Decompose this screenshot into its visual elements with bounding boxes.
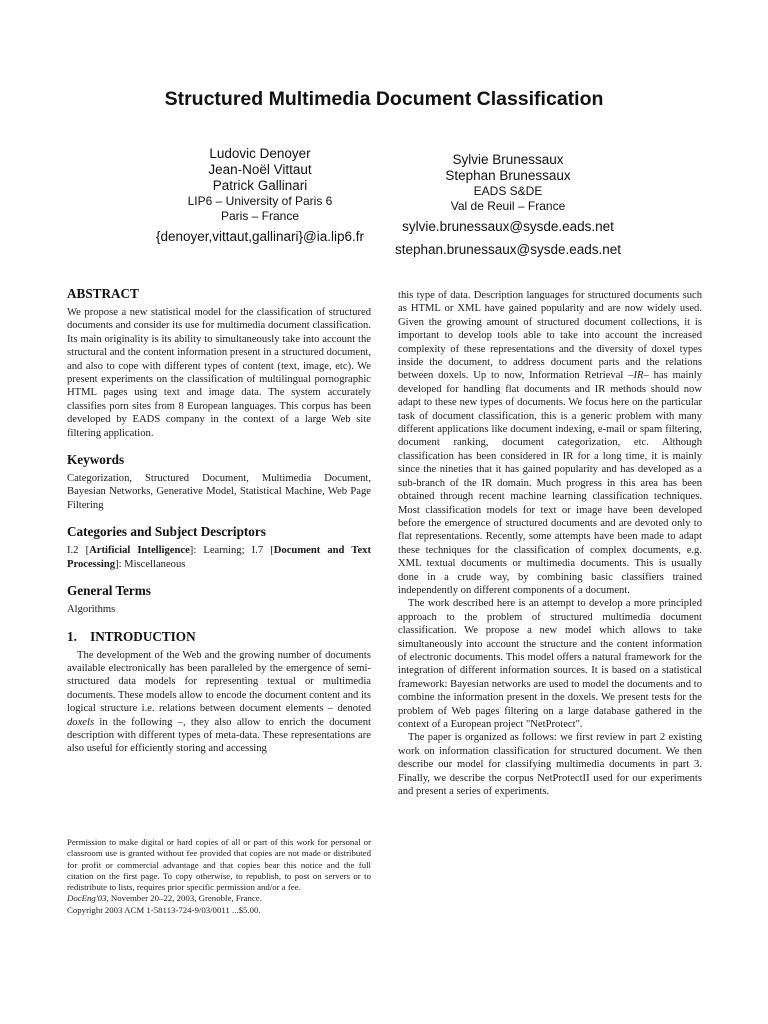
intro-emphasis: IR	[633, 370, 644, 382]
introduction-heading: 1. INTRODUCTION	[67, 628, 196, 644]
author-name: Stephan Brunessaux	[445, 168, 571, 183]
conference-name: DocEng'03	[67, 893, 107, 904]
introduction-paragraph	[398, 289, 702, 597]
intro-text: in the following –, they also allow to enrich the document description with different types of meta-data. These representations are also useful for efficiently storing and accessing	[67, 716, 371, 755]
author-name: Patrick Gallinari	[212, 178, 308, 193]
author-affiliation: Val de Reuil – France	[450, 199, 566, 213]
category-code: I.7	[251, 545, 264, 557]
conference-details: , November 20–22, 2003, Grenoble, France.	[106, 893, 262, 904]
copyright-line: Copyright 2003 ACM 1-58113-724-9/03/0011 ...$5.00.	[67, 904, 261, 915]
category-code: I.2	[67, 545, 79, 557]
author-email: sylvie.brunessaux@sysde.eads.net	[402, 219, 614, 234]
paper-title: Structured Multimedia Document Classification	[164, 88, 604, 110]
author-affiliation: LIP6 – University of Paris 6	[187, 194, 333, 208]
general-terms-heading: General Terms	[67, 583, 151, 599]
keywords-text: Categorization, Structured Document, Multimedia Document, Bayesian Networks, Generative Model, Statistical Machine, Web Page Filtering	[67, 473, 371, 511]
categories-text: I.2 [Artificial Intelligence]: Learning; I.7 [Document and Text Processing]: Miscellaneous	[67, 545, 371, 570]
intro-text: – has mainly developed for handling flat documents and IR methods should now adapt to these new types of documents. We focus here on the particular task of document classification, this is a generic problem with many different applications like document indexing, e-mail or spam filtering, document ranking, document categorization, etc. Although classification has been considered in IR for a long time, it is mainly since the nineties that it has gained popularity and has developed as a sub-branch of the IR domain. Much progress in this area has been obtained through recent machine learning classification techniques. Most classification models for text or image have been developed before the emergence of structured documents and are devoted only to flat representations. Recently, some attempts have been made to adapt these techniques for the classification of complex documents, e.g. XML textual documents or multimedia documents. This is usually done in a crude way, by combining basic classifiers trained independently on different components of a document.	[398, 370, 702, 596]
author-block-lip6	[140, 146, 380, 247]
category-detail: : Miscellaneous	[118, 558, 186, 570]
author-name: Ludovic Denoyer	[209, 146, 311, 161]
categories-heading: Categories and Subject Descriptors	[67, 524, 266, 540]
abstract-text: We propose a new statistical model for the classification of structured documents and consider its use for multimedia document classification. Its main originality is its ability to simultaneously take into account the structural and the content information present in a structured document, and also to cope with different types of content (text, image, etc). We present experiments on the classification of multilingual pornographic HTML pages using text and image data. The system accurately classifies porn sites from 8 European languages. This corpus has been developed by EADS company in the context of a large Web site filtering application.	[67, 307, 371, 439]
left-column	[67, 286, 371, 756]
right-column	[398, 289, 702, 798]
intro-text: The development of the Web and the growing number of documents available electronically has been paralleled by the emergence of semi-structured data models for representing textual or multimedia documents. These models allow to encode the document content and its logical structure i.e. relations between document elements – denoted	[67, 649, 371, 715]
category-name: Artificial Intelligence	[89, 545, 190, 557]
intro-emphasis: doxels	[67, 716, 95, 728]
introduction-paragraph	[67, 649, 371, 756]
author-name: Jean-Noël Vittaut	[208, 162, 312, 177]
keywords-heading: Keywords	[67, 452, 125, 468]
abstract-heading: ABSTRACT	[67, 286, 139, 301]
introduction-paragraph: The paper is organized as follows: we first review in part 2 existing work on information classification for structured document. We then describe our model for classifying multimedia documents in part 3. Finally, we describe the corpus NetProtectII used for our experiments and present a series of experiments.	[398, 732, 702, 798]
author-email: {denoyer,vittaut,gallinari}@ia.lip6.fr	[155, 229, 365, 244]
author-name: Sylvie Brunessaux	[452, 152, 564, 167]
conference-venue	[67, 893, 371, 904]
category-name: Document and Text Processing	[67, 545, 371, 570]
author-block-eads	[388, 152, 628, 260]
general-terms-text: Algorithms	[67, 604, 116, 616]
introduction-paragraph: The work described here is an attempt to develop a more principled approach to the problem of structured multimedia document classification. We propose a new model which allows to take simultaneously into account the structure and the content information of electronic documents. This model offers a natural framework for the integration of different information sources. It is based on a statistical framework: Bayesian networks are used to model the documents and to combine the information present in the doxels. We present tests for the problem of Web pages filtering on a large database gathered in the context of a European project "NetProtect".	[398, 598, 702, 730]
copyright-footnote	[67, 837, 371, 916]
author-affiliation: EADS S&DE	[473, 184, 543, 198]
category-detail: : Learning;	[193, 545, 245, 557]
permission-notice: Permission to make digital or hard copies of all or part of this work for personal or classroom use is granted without fee provided that copies are not made or distributed for profit or commercial advantage and that copies bear this notice and the full citation on the first page. To copy otherwise, to republish, to post on servers or to redistribute to lists, requires prior specific permission and/or a fee.	[67, 837, 371, 893]
intro-text: this type of data. Description languages for structured documents such as HTML or XML have gained popularity and are now widely used. Given the growing amount of structured document collections, it is important to develop tools able to take into account the increased complexity of these representations and the diversity of doxel types inside the document, to address document parts and the relations between doxels. Up to now, Information Retrieval –	[398, 290, 702, 382]
author-affiliation: Paris – France	[220, 209, 300, 223]
author-email: stephan.brunessaux@sysde.eads.net	[394, 242, 622, 257]
